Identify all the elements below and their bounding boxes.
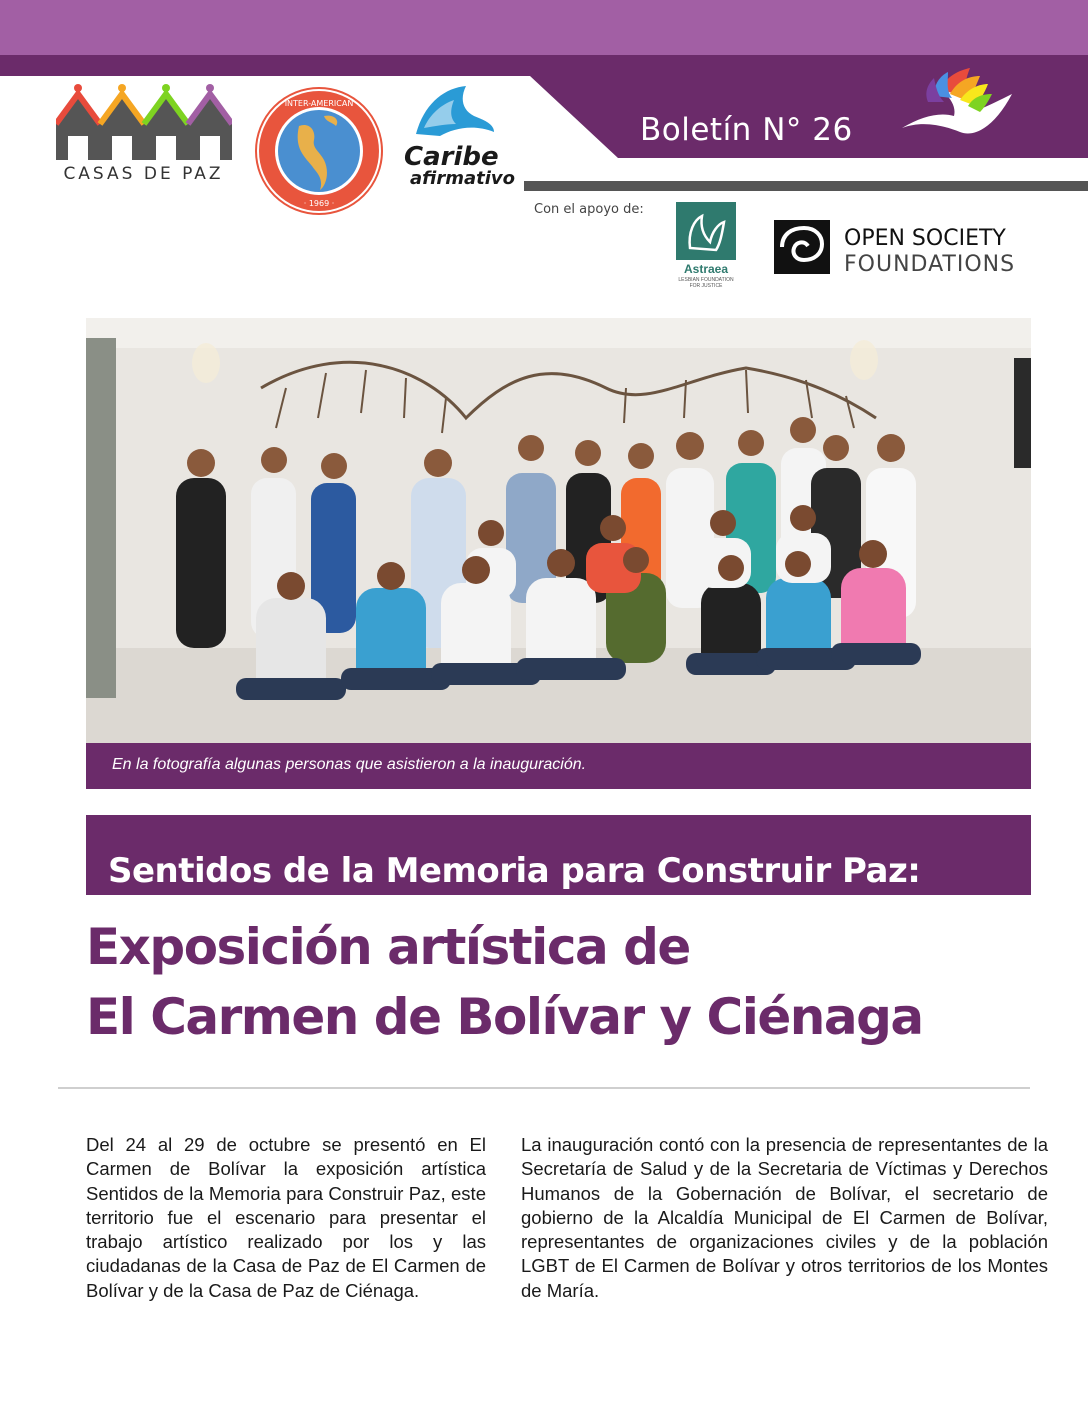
osf-label — [844, 226, 1015, 278]
title-divider — [58, 1087, 1030, 1089]
title-line-2: El Carmen de Bolívar y Ciénaga — [86, 988, 923, 1046]
support-label: Con el apoyo de: — [534, 202, 644, 217]
header — [0, 0, 1088, 320]
osf-line1: OPEN SOCIETY — [844, 226, 1006, 251]
caribe-line1: Caribe — [404, 142, 499, 172]
casas-de-paz-label: CASAS DE PAZ — [63, 164, 224, 184]
photo-caption: En la fotografía algunas personas que asistieron a la inauguración. — [86, 743, 1031, 789]
header-gray-rule — [524, 181, 1088, 191]
iaf-seal-logo — [254, 86, 384, 216]
article-column-2: La inauguración contó con la presencia de representantes de la Secretaría de Salud y de la Secretaria de Víctimas y Derechos Humanos de la Gobernación de Bolívar, el secretario de gobierno de la Alcaldía Municipal de El Carmen de Bolívar, representantes de organizaciones civiles y de la población LGBT de El Carmen de Bolívar y otros territorios de los Montes de María. — [521, 1134, 1048, 1301]
subtitle-bar — [86, 815, 1031, 895]
issue-number: Boletín N° 26 — [640, 112, 853, 148]
article-subtitle: Sentidos de la Memoria para Construir Paz: — [108, 851, 921, 891]
astraea-sublabel: LESBIAN FOUNDATION FOR JUSTICE — [678, 277, 734, 289]
article-title — [86, 912, 1031, 1052]
osf-line2: FOUNDATIONS — [844, 252, 1016, 277]
title-line-1: Exposición artística de — [86, 918, 690, 976]
caribe-afirmativo-logo — [414, 84, 496, 142]
article-column-1: Del 24 al 29 de octubre se presentó en El Carmen de Bolívar la exposición artística Sentidos de la Memoria para Construir Paz, este territorio fue el escenario para presentar el trabajo artístico realizado por los y las ciudadanas de la Casa de Paz de El Carmen de Bolívar y de la Casa de Paz de Ciénaga. — [86, 1134, 486, 1301]
osf-logo — [774, 220, 830, 274]
astraea-logo — [676, 202, 736, 260]
astraea-label: Astraea — [683, 262, 729, 276]
dove-logo — [900, 66, 1015, 151]
svg-text:· 1969 ·: · 1969 · — [303, 199, 335, 208]
casas-de-paz-logo — [56, 84, 232, 166]
caribe-line2: afirmativo — [410, 168, 515, 189]
group-photo — [86, 318, 1031, 743]
svg-text:INTER-AMERICAN: INTER-AMERICAN — [284, 99, 354, 108]
group-photo-illustration — [86, 318, 1031, 743]
caribe-afirmativo-label — [404, 142, 515, 190]
